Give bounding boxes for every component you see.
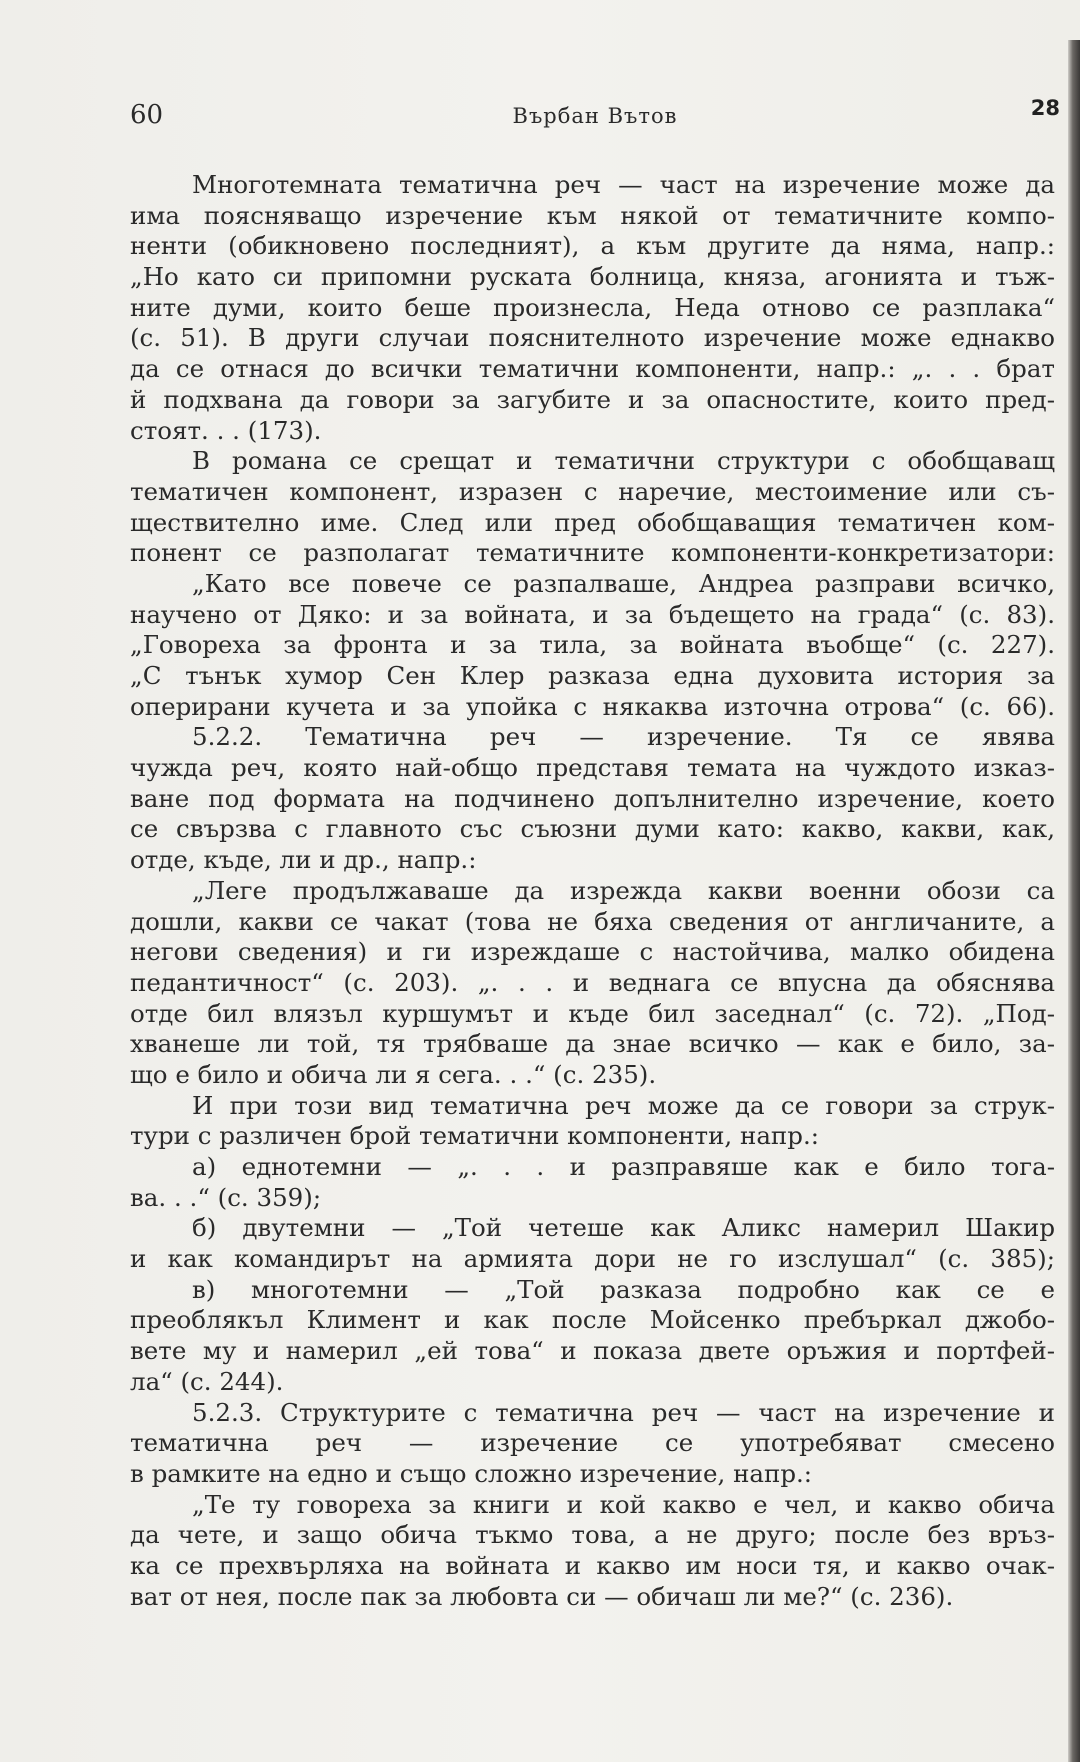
text-line: преоблякъл Климент и как после Мойсенко пребъркал джобо- xyxy=(130,1305,1055,1335)
text-line: ните думи, които беше произнесла, Неда отново се разплака“ xyxy=(130,292,1055,322)
text-line: „Като все повече се разпалваше, Андреа разправи всичко, xyxy=(192,568,1055,598)
page-number: 60 xyxy=(130,100,164,130)
text-line: ка се прехвърляха на войната и какво им носи тя, и какво очак- xyxy=(130,1550,1055,1580)
text-line: тематичен компонент, изразен с наречие, местоимение или съ- xyxy=(130,476,1055,506)
text-line: ненти (обикновено последният), а към другите да няма, напр.: xyxy=(130,231,1055,261)
text-line: „Говореха за фронта и за тила, за войната въобще“ (с. 227). xyxy=(130,630,1055,660)
text-line: а) еднотемни — „. . . и разправяше как е било тога- xyxy=(192,1152,1055,1181)
text-line: 5.2.2. Тематична реч — изречение. Тя се явява xyxy=(192,722,1055,752)
text-line: ва. . .“ (с. 359); xyxy=(130,1182,322,1212)
text-line: оперирани кучета и за упойка с някаква източна отрова“ (с. 66). xyxy=(130,691,1055,721)
text-line: „Те ту говореха за книги и кой какво е чел, и какво обича xyxy=(192,1489,1055,1519)
running-head: Върбан Вътов xyxy=(512,104,678,128)
text-line: И при този вид тематична реч може да се говори за струк- xyxy=(192,1090,1055,1120)
text-line: дошли, какви се чакат (това не бяха сведения от англичаните, а xyxy=(130,906,1055,936)
text-line: понент се разполагат тематичните компоненти-конкретизатори: xyxy=(130,538,1055,568)
text-line: има поясняващо изречение към някой от тематичните компо- xyxy=(130,200,1055,230)
text-line: „Но като си припомни руската болница, княза, агонията и тъж- xyxy=(130,262,1055,292)
text-line: в) многотемни — „Той разказа подробно как се е xyxy=(192,1274,1055,1304)
text-line: хванеше ли той, тя трябваше да знае всичко — как е било, за- xyxy=(130,1029,1055,1059)
text-line: „Леге продължаваше да изрежда какви военни обози са xyxy=(192,875,1055,905)
page-edge-shadow xyxy=(1068,40,1080,1762)
section-tab-mark: 28 xyxy=(1030,96,1060,120)
text-line: ване под формата на подчинено допълнително изречение, което xyxy=(130,783,1055,813)
text-line: 5.2.3. Структурите с тематична реч — част на изречение и xyxy=(192,1397,1055,1427)
text-line: б) двутемни — „Той четеше как Аликс намерил Шакир xyxy=(192,1213,1055,1243)
text-line: й подхвана да говори за загубите и за опасностите, които пред- xyxy=(130,384,1055,414)
text-line: педантичност“ (с. 203). „. . . и веднага се впусна да обяснява xyxy=(130,967,1055,997)
text-line: да чете, и защо обича тъкмо това, а не друго; после без връз- xyxy=(130,1520,1055,1550)
text-line: що е било и обича ли я сега. . .“ (с. 235). xyxy=(130,1059,657,1089)
text-line: отде бил влязъл куршумът и къде бил заседнал“ (с. 72). „Под- xyxy=(130,998,1055,1028)
text-line: в рамките на едно и също сложно изречение, напр.: xyxy=(130,1458,813,1488)
text-line: Многотемната тематична реч — част на изречение може да xyxy=(192,170,1055,199)
text-line: да се отнася до всички тематични компоненти, напр.: „. . . брат xyxy=(130,354,1055,384)
text-line: ществително име. След или пред обобщаващия тематичен ком- xyxy=(130,507,1055,537)
text-line: негови сведения) и ги изреждаше с настойчива, малко обидена xyxy=(130,937,1055,967)
text-line: (с. 51). В други случаи пояснителното изречение може еднакво xyxy=(130,323,1055,353)
text-line: и как командирът на армията дори не го изслушал“ (с. 385); xyxy=(130,1244,1055,1274)
page-header xyxy=(130,96,1060,140)
text-line: тематична реч — изречение се употребяват смесено xyxy=(130,1428,1055,1458)
text-line: отде, къде, ли и др., напр.: xyxy=(130,845,477,875)
text-line: вете му и намерил „ей това“ и показа двете оръжия и портфей- xyxy=(130,1336,1055,1366)
text-line: научено от Дяко: и за войната, и за бъдещето на града“ (с. 83). xyxy=(130,599,1055,629)
text-line: чужда реч, която най-общо представя темата на чуждото изказ- xyxy=(130,753,1055,783)
text-line: В романа се срещат и тематични структури с обобщаващ xyxy=(192,446,1055,476)
body-text xyxy=(130,170,1055,1612)
text-line: стоят. . . (173). xyxy=(130,415,322,445)
text-line: се свързва с главното със съюзни думи като: какво, какви, как, xyxy=(130,814,1055,844)
text-line: тури с различен брой тематични компоненти, напр.: xyxy=(130,1121,819,1151)
text-line: „С тънък хумор Сен Клер разказа една духовита история за xyxy=(130,661,1055,690)
text-line: ла“ (с. 244). xyxy=(130,1366,284,1396)
text-line: ват от нея, после пак за любовта си — обичаш ли ме?“ (с. 236). xyxy=(130,1581,954,1611)
